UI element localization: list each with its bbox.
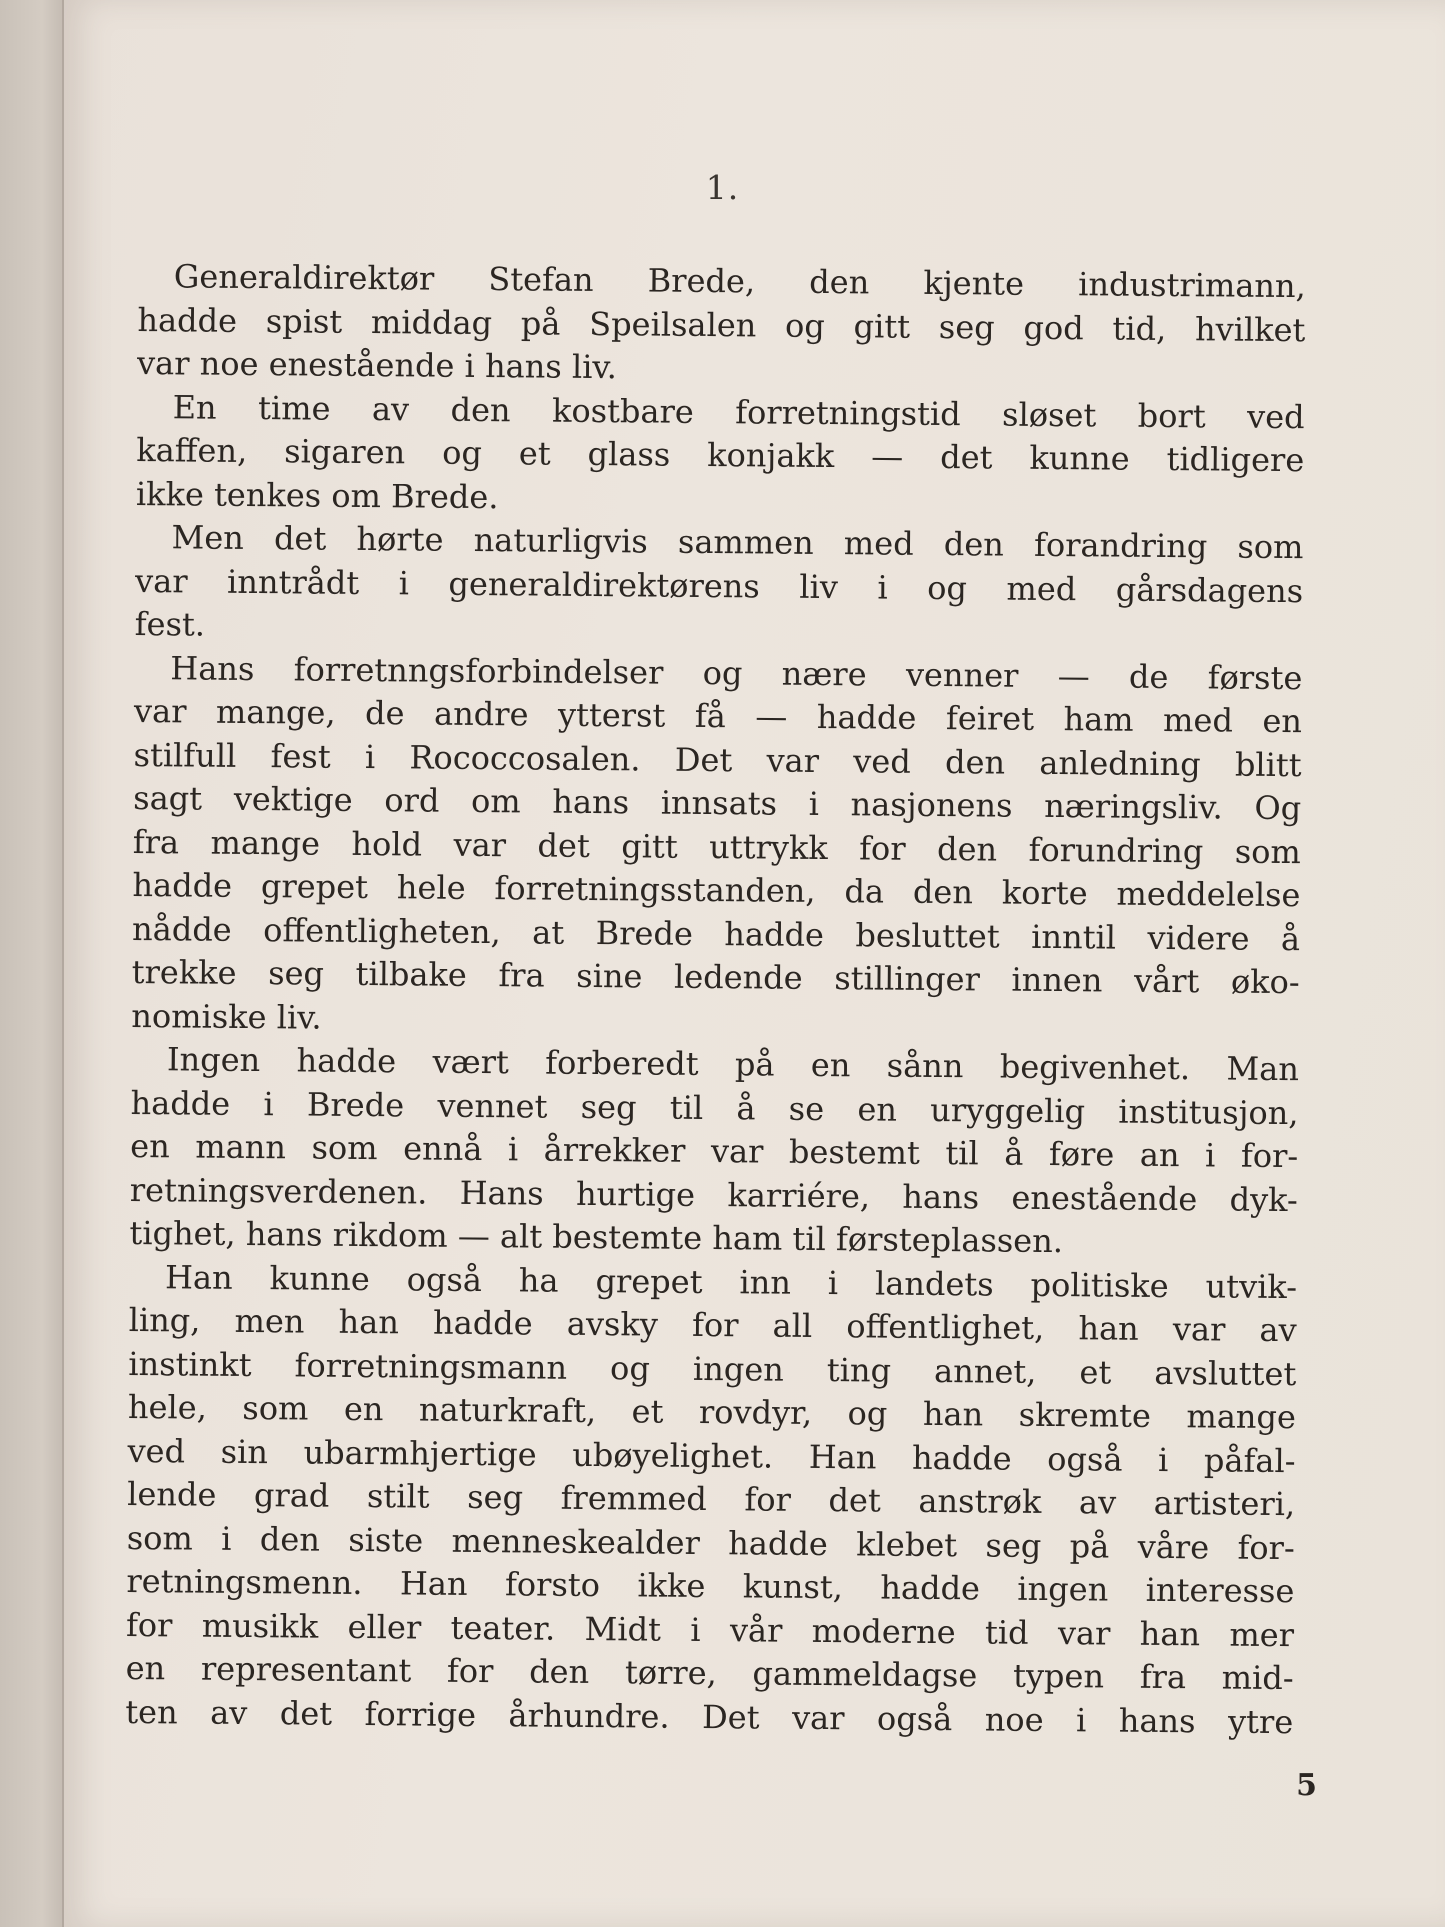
text-line: lende grad stilt seg fremmed for det anstrøk av artisteri, (127, 1474, 1296, 1524)
body-text (125, 255, 1306, 1744)
text-line: hele, som en naturkraft, et rovdyr, og han skremte mange (127, 1387, 1297, 1437)
text-line: Men det hørte naturligvis sammen med den forandring som (171, 518, 1304, 567)
text-line: Hans forretnngsforbindelser og nære venner — de første (170, 648, 1303, 697)
text-line: En time av den kostbare forretningstid sløset bort ved (172, 387, 1305, 436)
text-line: stilfull fest i Rococcosalen. Det var ved den anledning blitt (133, 735, 1302, 784)
text-line: retningsverdenen. Hans hurtige karriére, hans enestående dyk- (129, 1170, 1298, 1219)
text-line: fest. (134, 604, 206, 644)
text-line: retningsmenn. Han forsto ikke kunst, hadde ingen interesse (126, 1561, 1295, 1611)
text-line: en mann som ennå i årrekker var bestemt til å føre an i for- (130, 1126, 1299, 1176)
text-line: en representant for den tørre, gammeldagse typen fra mid- (125, 1648, 1294, 1698)
chapter-number: 1. (705, 168, 740, 207)
page-number: 5 (1296, 1768, 1317, 1803)
text-line: for musikk eller teater. Midt i vår moderne tid var han mer (125, 1605, 1295, 1654)
text-line: Han kunne også ha grepet inn i landets politiske utvik- (164, 1257, 1298, 1306)
text-line: ved sin ubarmhjertige ubøyelighet. Han hadde også i påfal- (127, 1431, 1296, 1480)
book-spine (0, 0, 70, 1927)
text-line: Generaldirektør Stefan Brede, den kjente industrimann, (173, 257, 1306, 306)
text-line: ten av det forrige århundre. Det var også noe i hans ytre (125, 1692, 1294, 1741)
text-line: ling, men han hadde avsky for all offentlighet, han var av (128, 1300, 1297, 1350)
text-line: nomiske liv. (131, 996, 322, 1037)
text-line: hadde grepet hele forretningsstanden, da den korte meddelelse (132, 865, 1301, 915)
text-line: hadde spist middag på Speilsalen og gitt seg god tid, hvilket (137, 300, 1306, 349)
text-line: sagt vektige ord om hans innsats i nasjonens næringsliv. Og (133, 778, 1302, 828)
text-line: som i den siste menneskealder hadde klebet seg på våre for- (126, 1518, 1295, 1567)
text-line: fra mange hold var det gitt uttrykk for den forundring som (132, 822, 1302, 871)
text-line: Ingen hadde vært forberedt på en sånn begivenhet. Man (166, 1040, 1300, 1089)
text-line: hadde i Brede vennet seg til å se en uryggelig institusjon, (130, 1083, 1299, 1132)
text-line: nådde offentligheten, at Brede hadde besluttet inntil videre å (131, 909, 1301, 958)
text-line: trekke seg tilbake fra sine ledende stillinger innen vårt øko- (131, 952, 1300, 1002)
text-line: tighet, hans rikdom — alt bestemte ham til førsteplassen. (129, 1213, 1064, 1261)
text-line: instinkt forretningsmann og ingen ting annet, et avsluttet (128, 1344, 1297, 1393)
text-line: var inntrådt i generaldirektørens liv i og med gårsdagens (134, 561, 1304, 610)
text-line: var noe enestående i hans liv. (136, 343, 618, 387)
text-line: kaffen, sigaren og et glass konjakk — det kunne tidligere (136, 430, 1305, 480)
text-line: var mange, de andre ytterst få — hadde feiret ham med en (133, 691, 1303, 741)
text-line: ikke tenkes om Brede. (135, 474, 499, 516)
